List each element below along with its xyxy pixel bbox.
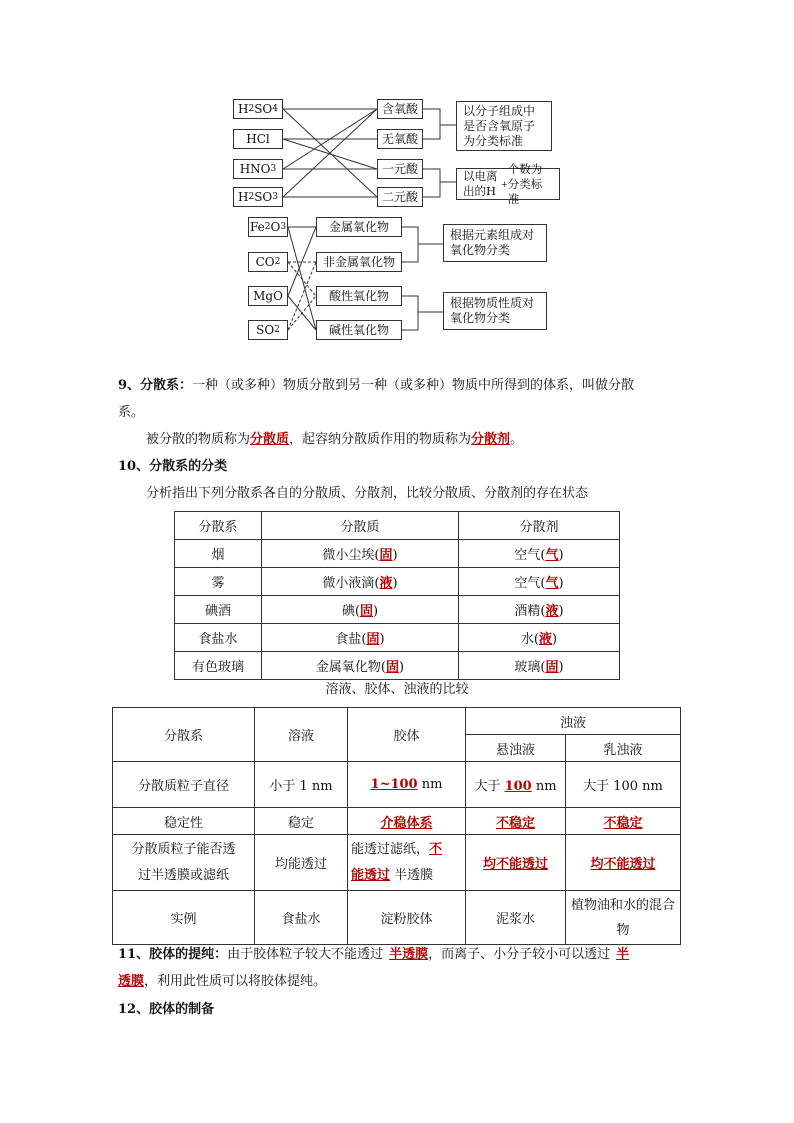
unit-text: nm <box>531 779 557 794</box>
solution-cell: 食盐水 <box>255 891 348 945</box>
answer-dispersed-phase: 分散质 <box>250 432 290 447</box>
header-cell: 分散质 <box>262 512 459 540</box>
acid-type-label: 无氧酸 <box>381 131 418 146</box>
cell-text: 微小尘埃( <box>322 548 380 563</box>
medium-cell <box>459 596 620 624</box>
definition-text-c: 。 <box>510 432 524 447</box>
system-cell: 碘酒 <box>175 596 262 624</box>
acid-type-label: 含氧酸 <box>381 101 418 116</box>
formula-co2: CO 2 <box>248 252 288 272</box>
state-answer: 固 <box>366 632 380 647</box>
table-row <box>175 596 620 624</box>
header-cell: 乳浊液 <box>566 735 681 762</box>
medium-cell <box>459 540 620 568</box>
formula-mgo <box>248 286 288 306</box>
cell-text: 大于 <box>474 779 505 794</box>
state-answer: 固 <box>379 548 393 563</box>
acid-type-dibasic <box>377 187 423 207</box>
state-answer: 固 <box>385 660 399 675</box>
answer-semipermeable-2b: 透膜 <box>118 974 145 989</box>
system-cell: 食盐水 <box>175 624 262 652</box>
definition-text-a: 被分散的物质称为 <box>146 432 251 447</box>
colloid-cell <box>348 762 466 808</box>
answer-dispersion-medium: 分散剂 <box>471 432 511 447</box>
state-answer: 液 <box>538 632 552 647</box>
cell-text: 食盐( <box>335 632 367 647</box>
cell-text: 水( <box>520 632 539 647</box>
section-11-text-b: ，而离子、小分子较小可以透过 <box>428 947 611 962</box>
solution-cell: 均能透过 <box>255 835 348 891</box>
cell-close: ) <box>558 576 564 591</box>
table-header-row <box>175 512 620 540</box>
header-cell: 胶体 <box>348 708 466 762</box>
acid-type-monobasic <box>377 159 423 179</box>
colloid-cell: 介稳体系 <box>348 808 466 835</box>
oxide-note-text: 根据物质性质对氧化物分类 <box>450 296 535 325</box>
comparison-caption: 溶液、胶体、浊液的比较 <box>325 682 469 697</box>
section-9-heading: 9、分散系： <box>118 378 193 393</box>
cell-close: ) <box>558 548 564 563</box>
section-10-heading: 10、分散系的分类 <box>118 459 228 474</box>
header-cell: 浊液 <box>466 708 681 735</box>
oxide-type-basic <box>316 320 402 340</box>
cell-text: 酒精( <box>514 604 546 619</box>
system-cell: 烟 <box>175 540 262 568</box>
answer-colloid-size: 1~100 <box>370 777 418 792</box>
formula-so2: SO 2 <box>248 320 288 340</box>
formula-fe2o3: Fe 2 O 3 <box>248 217 288 237</box>
section-11-text-c: ，利用此性质可以将胶体提纯。 <box>144 974 327 989</box>
definition-text-b: ，起容纳分散质作用的物质称为 <box>289 432 472 447</box>
formula-h2so3: H 2 SO 3 <box>233 187 283 207</box>
table-row <box>113 808 681 835</box>
unit-text: nm <box>417 777 443 792</box>
answer-suspension-size: 100 <box>504 779 532 794</box>
formula-hcl-text: HCl <box>246 131 270 146</box>
cell-text: 玻璃( <box>514 660 546 675</box>
table-row <box>175 568 620 596</box>
cell-text: 碘( <box>341 604 360 619</box>
answer-semipermeable-1: 半透膜 <box>389 947 429 962</box>
cell-text: 能透过滤纸， <box>351 841 430 857</box>
cell-close: ) <box>392 548 398 563</box>
emulsion-cell: 均不能透过 <box>566 835 681 891</box>
oxide-type-nonmetal <box>316 252 402 272</box>
acid-type-label: 一元酸 <box>381 161 418 176</box>
cell-close: ) <box>392 576 398 591</box>
table-row <box>175 624 620 652</box>
suspension-cell: 不稳定 <box>466 808 566 835</box>
acid-type-label: 二元酸 <box>381 189 418 204</box>
row-label: 分散质粒子直径 <box>113 762 255 808</box>
cell-text: 金属氧化物( <box>315 660 386 675</box>
oxide-type-label: 金属氧化物 <box>328 219 389 234</box>
colloid-cell: 淀粉胶体 <box>348 891 466 945</box>
cell-text: 空气( <box>514 576 546 591</box>
cell-close: ) <box>379 632 385 647</box>
oxide-note-composition <box>443 224 547 262</box>
suspension-cell: 均不能透过 <box>466 835 566 891</box>
header-cell: 溶液 <box>255 708 348 762</box>
cell-close: ) <box>399 660 405 675</box>
section-10-intro: 分析指出下列分散系各自的分散质、分散剂，比较分散质、分散剂的存在状态 <box>146 486 589 501</box>
answer-can-pass: 能透过 <box>351 867 391 883</box>
emulsion-cell <box>566 891 681 945</box>
oxide-note-text: 根据元素组成对氧化物分类 <box>450 228 535 257</box>
row-label <box>113 835 255 891</box>
emulsion-cell: 不稳定 <box>566 808 681 835</box>
section-9-definition <box>146 429 523 451</box>
acid-type-anoxic <box>377 129 423 149</box>
system-cell: 雾 <box>175 568 262 596</box>
cell-close: ) <box>558 660 564 675</box>
colloid-cell <box>348 835 466 891</box>
cell-close: ) <box>373 604 379 619</box>
oxide-type-label: 碱性氧化物 <box>328 322 389 337</box>
suspension-cell: 泥浆水 <box>466 891 566 945</box>
header-cell: 分散剂 <box>459 512 620 540</box>
cell-text: 空气( <box>514 548 546 563</box>
header-cell: 分散系 <box>113 708 255 762</box>
formula-hno3: HNO 3 <box>233 159 283 179</box>
header-cell: 分散系 <box>175 512 262 540</box>
acid-note-text: 以分子组成中是否含氧原子为分类标准 <box>463 103 536 148</box>
cell-close: ) <box>552 632 558 647</box>
section-9-text: 一种（或多种）物质分散到另一种（或多种）物质中所得到的体系，叫做分散 <box>192 378 635 393</box>
acid-type-oxyacid <box>377 99 423 119</box>
oxide-type-label: 酸性氧化物 <box>328 288 389 303</box>
oxide-note-property <box>443 292 547 330</box>
section-11-heading: 11、胶体的提纯： <box>118 947 228 962</box>
cell-line: 物 <box>616 922 630 938</box>
table-row <box>113 891 681 945</box>
acid-note-oxygen <box>456 101 552 151</box>
comparison-table <box>112 707 681 945</box>
solution-cell: 小于 1 nm <box>255 762 348 808</box>
answer-not: 不 <box>429 841 443 857</box>
dispersed-cell <box>262 652 459 680</box>
cell-line: 植物油和水的混合 <box>570 897 675 913</box>
table-row <box>175 540 620 568</box>
section-11-text-a: 由于胶体粒子较大不能透过 <box>227 947 384 962</box>
state-answer: 固 <box>359 604 373 619</box>
formula-h2so4: H 2 SO 4 <box>233 99 283 119</box>
state-answer: 固 <box>545 660 559 675</box>
state-answer: 气 <box>545 548 559 563</box>
cell-text: 微小液滴( <box>322 576 380 591</box>
section-9-line-1 <box>118 375 634 397</box>
header-cell: 悬浊液 <box>466 735 566 762</box>
table-row <box>113 835 681 891</box>
section-9-line-2: 系。 <box>118 405 145 420</box>
label-line: 分散质粒子能否透 <box>131 841 236 857</box>
medium-cell <box>459 568 620 596</box>
formula-mgo-text: MgO <box>253 288 283 303</box>
table-row <box>113 762 681 808</box>
emulsion-cell: 大于 100 nm <box>566 762 681 808</box>
state-answer: 气 <box>545 576 559 591</box>
oxide-type-metal <box>316 217 402 237</box>
dispersed-cell <box>262 568 459 596</box>
answer-semipermeable-2a: 半 <box>616 947 630 962</box>
system-cell: 有色玻璃 <box>175 652 262 680</box>
oxide-type-acidic <box>316 286 402 306</box>
section-11-line-2 <box>118 971 326 993</box>
oxide-type-label: 非金属氧化物 <box>322 254 395 269</box>
row-label: 实例 <box>113 891 255 945</box>
dispersed-cell <box>262 540 459 568</box>
state-answer: 液 <box>379 576 393 591</box>
medium-cell <box>459 624 620 652</box>
dispersed-cell <box>262 596 459 624</box>
dispersed-cell <box>262 624 459 652</box>
row-label: 稳定性 <box>113 808 255 835</box>
cell-close: ) <box>558 604 564 619</box>
suspension-cell <box>466 762 566 808</box>
medium-cell <box>459 652 620 680</box>
acid-note-ionization: 以电离出的H + 个数为分类标准 <box>456 168 560 200</box>
label-line: 过半透膜或滤纸 <box>137 867 229 883</box>
section-12-heading: 12、胶体的制备 <box>118 1002 215 1017</box>
table-row <box>175 652 620 680</box>
cell-text: 半透膜 <box>390 867 434 883</box>
dispersion-table <box>174 511 620 680</box>
state-answer: 液 <box>545 604 559 619</box>
section-11-line-1 <box>118 944 629 966</box>
formula-hcl <box>233 129 283 149</box>
solution-cell: 稳定 <box>255 808 348 835</box>
table-header-row <box>113 708 681 735</box>
